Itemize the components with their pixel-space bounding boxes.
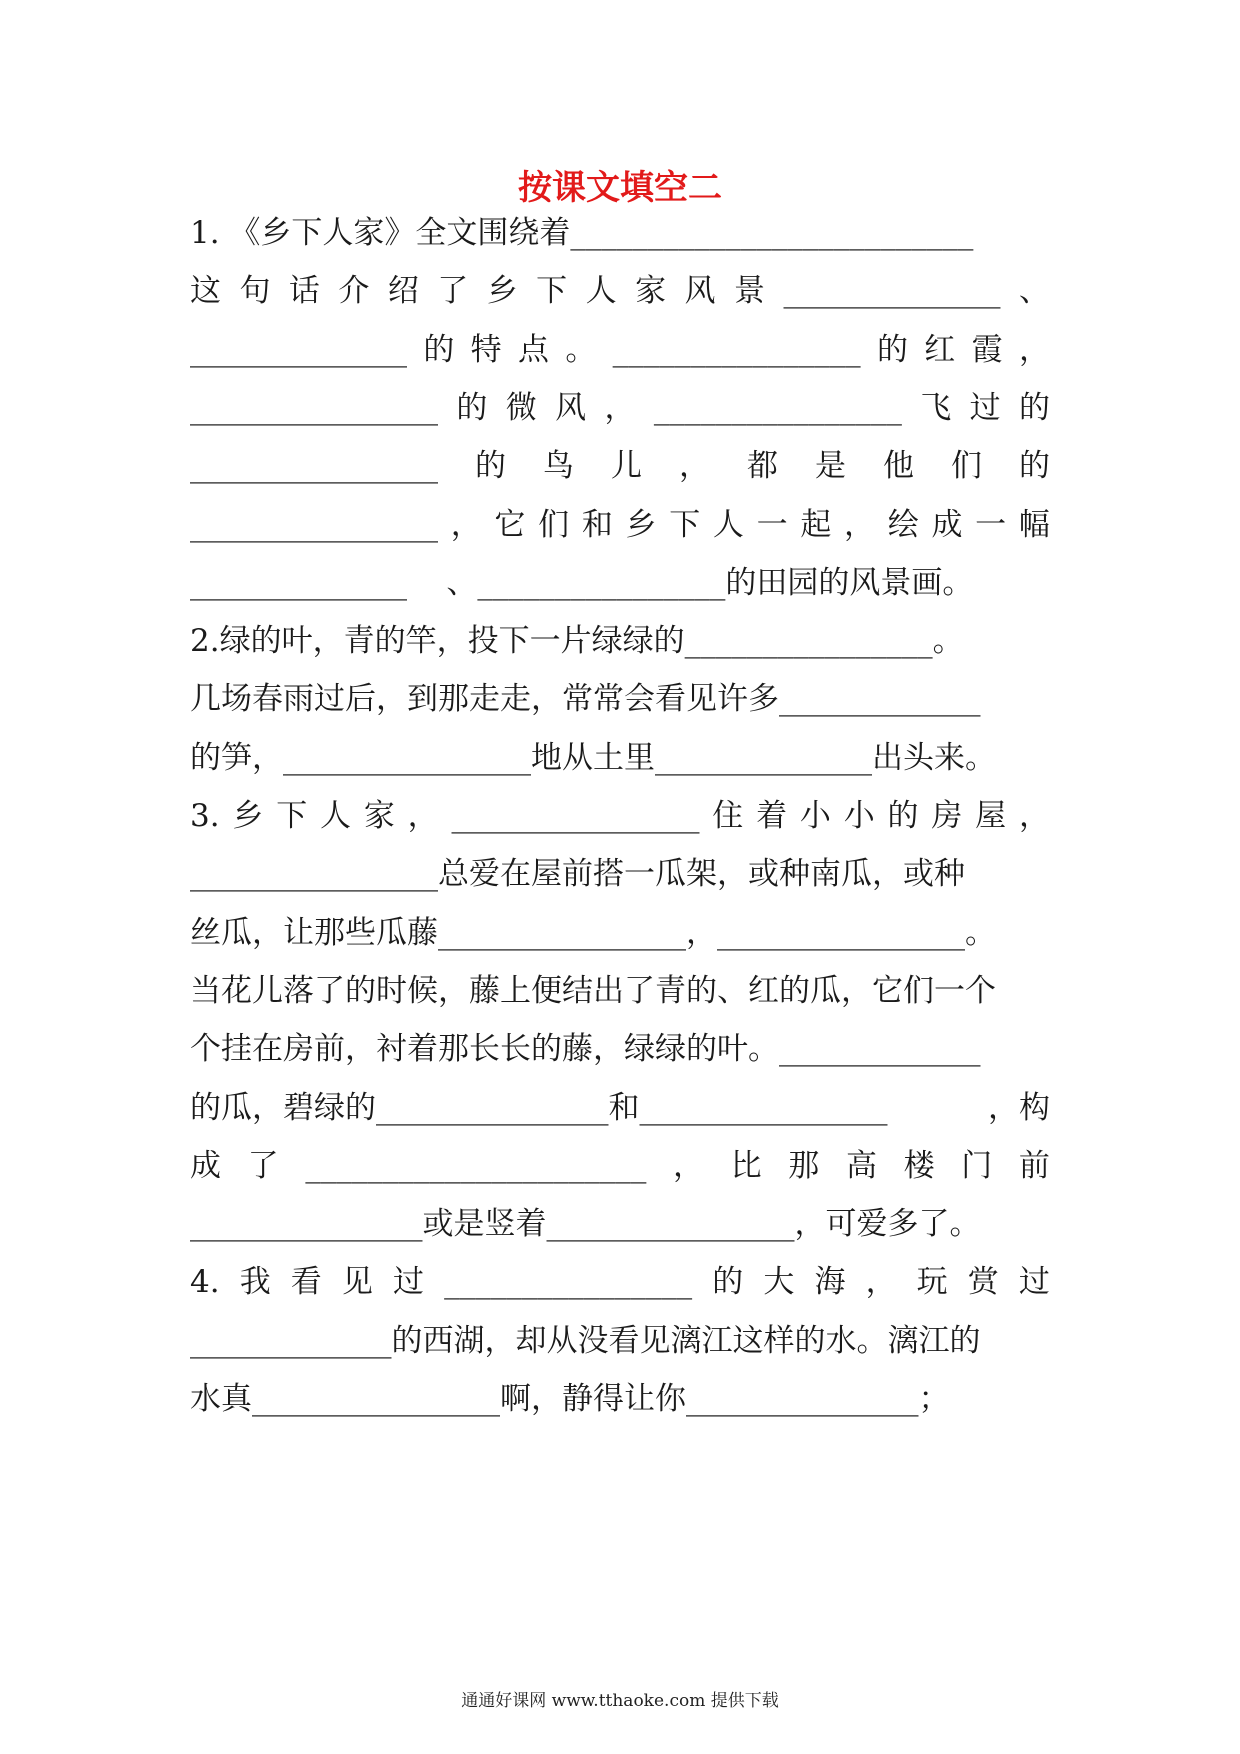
text-line [190,616,1050,666]
text-segment: 霞 [971,331,1003,368]
text-line [190,441,1050,491]
text-segment: ， [844,506,876,543]
text-segment: 介 [338,273,370,310]
text-segment: 那 [788,1147,820,1184]
fill-blank[interactable]: ________________ [653,389,902,426]
text-segment: 风 [555,389,587,426]
text-segment: 的 [887,798,919,834]
text-segment: 下 [669,506,701,543]
text-segment: 微 [505,389,537,426]
text-segment: ， [450,506,482,543]
text-segment: 了 [437,273,469,310]
text-segment: 下 [536,273,568,310]
fill-blank[interactable]: ______________ 、________________的田园的风景画。 [190,564,974,601]
text-segment: ， [672,1147,704,1184]
text-segment: ， [407,798,439,834]
text-segment: 着 [756,798,788,834]
text-segment: 的 [475,448,506,485]
text-segment: 特 [470,331,502,368]
text-segment: 是 [815,448,846,485]
text-segment: 小 [843,798,875,834]
text-segment: 屋 [975,798,1007,834]
text-segment: 的 [1019,448,1050,485]
text-segment: 住 [712,798,744,834]
text-segment: 下 [276,798,308,834]
text-line [190,908,1050,958]
text-segment: 海 [814,1264,846,1301]
text-line [190,1024,1050,1074]
text-segment: 们 [951,448,982,485]
text-segment: 、 [1018,273,1050,310]
text-segment: 们 [538,506,570,543]
text-segment: 大 [763,1264,795,1301]
text-segment: 乡 [625,506,657,543]
text-line [190,849,1050,899]
text-segment: 了 [247,1147,279,1184]
text-segment: 句 [239,273,271,310]
fill-blank[interactable]: _______________或是竖着________________，可爱多了。 [190,1206,981,1243]
fill-blank[interactable]: 个挂在房前，衬着那长长的藤，绿绿的叶。_____________ [190,1031,981,1068]
text-segment: 的 [876,331,908,368]
text-segment: 家 [635,273,667,310]
text-segment: 绍 [387,273,419,310]
text-segment: 赏 [967,1264,999,1301]
text-segment: ， [604,389,636,426]
text-segment: 的 [423,331,455,368]
fill-blank[interactable]: ______________________ [305,1147,647,1184]
text-segment: ， [1018,798,1050,834]
text-segment: 幅 [1018,506,1050,543]
text-segment: 人 [585,273,617,310]
text-segment: 过 [969,389,1001,426]
text-line [190,733,1050,783]
text-segment: 一 [756,506,788,543]
text-line [190,325,1050,375]
text-segment: 看 [290,1264,322,1301]
text-segment: 的 [712,1264,744,1301]
fill-blank[interactable]: ________________ [190,506,438,543]
text-segment: 玩 [916,1264,948,1301]
text-segment: 和 [581,506,613,543]
fill-blank[interactable]: ______________ [783,273,1001,310]
fill-blank[interactable]: 丝瓜，让那些瓜藤________________，________________。 [190,914,996,951]
text-segment: 儿 [611,448,642,485]
fill-blank[interactable]: ________________ [451,798,700,834]
text-segment: 乡 [232,798,264,834]
fill-blank[interactable]: ______________ [190,331,407,368]
text-segment: 他 [883,448,914,485]
fill-blank[interactable]: ________________ [190,389,438,426]
text-segment: 人 [712,506,744,543]
text-line [190,558,1050,608]
text-segment: 小 [799,798,831,834]
footer-credit: 通通好课网 www.tthaoke.com 提供下载 [461,1691,779,1711]
text-segment: 过 [1018,1264,1050,1301]
text-line [190,1083,1050,1133]
text-line [190,791,1050,841]
fill-blank[interactable]: 1. 《乡下人家》全文围绕着__________________________ [190,215,974,251]
text-segment: 见 [341,1264,373,1301]
text-line [190,1141,1050,1191]
text-segment: 的 [1019,389,1050,426]
text-segment: 风 [684,273,716,310]
text-segment: 的 [456,389,488,426]
text-segment: ， [865,1264,897,1301]
fill-blank[interactable]: ________________ [444,1264,693,1301]
text-segment: 人 [320,798,352,834]
text-segment: 话 [288,273,320,310]
text-segment: 前 [1018,1147,1050,1184]
page-title: 按课文填空二 [518,168,722,208]
fill-blank[interactable]: 2.绿的叶，青的竿，投下一片绿绿的________________。 [190,623,964,660]
text-line [190,383,1050,433]
text-segment: 比 [730,1147,762,1184]
fill-blank[interactable]: 水真________________啊，静得让你_______________； [190,1381,950,1417]
text-segment: 鸟 [543,448,574,485]
fill-blank[interactable]: ________________ [190,448,438,485]
text-segment: 当花儿落了的时候，藤上便结出了青的、红的瓜，它们一个 [190,972,996,1009]
text-segment: 一 [975,506,1007,543]
text-segment: 乡 [486,273,518,310]
text-segment: 楼 [903,1147,935,1184]
fill-blank[interactable]: ________________ [612,331,861,368]
text-segment: 3. [190,798,220,834]
text-line [190,1199,1050,1249]
fill-blank[interactable]: 几场春雨过后，到那走走，常常会看见许多_____________ [190,681,981,718]
text-segment: 都 [747,448,778,485]
text-segment: 景 [733,273,765,310]
text-segment: 飞 [920,389,952,426]
text-segment: 房 [931,798,963,834]
text-line [190,266,1050,316]
text-segment: 成 [190,1147,221,1184]
fill-blank[interactable]: 的瓜，碧绿的_______________和________________ [190,1089,888,1126]
text-segment: 这 [190,273,221,310]
text-segment: ， [679,448,710,485]
text-segment: 点 [517,331,549,368]
text-line [190,208,1050,258]
text-segment: 。 [565,331,597,368]
text-segment: 起 [800,506,832,543]
fill-blank[interactable]: 的笋，________________地从土里______________出头来。 [190,739,996,776]
text-segment: ，构 [988,1089,1050,1126]
text-segment: 成 [931,506,963,543]
fill-blank[interactable]: ________________总爱在屋前搭一瓜架，或种南瓜，或种 [190,856,965,893]
text-segment: 高 [845,1147,877,1184]
text-line [190,500,1050,550]
text-segment: 家 [363,798,395,834]
text-line [190,966,1050,1016]
text-segment: 4. [190,1264,220,1301]
text-segment: 红 [924,331,956,368]
fill-blank[interactable]: _____________的西湖，却从没看见漓江这样的水。漓江的 [190,1322,981,1359]
text-segment: 我 [239,1264,271,1301]
text-segment: ， [1018,331,1050,368]
text-segment: 门 [961,1147,993,1184]
text-line [190,674,1050,724]
text-line [190,1257,1050,1307]
text-segment: 绘 [887,506,919,543]
text-line [190,1316,1050,1366]
text-segment: 它 [494,506,526,543]
text-segment: 过 [393,1264,425,1301]
text-line [190,1374,1050,1424]
